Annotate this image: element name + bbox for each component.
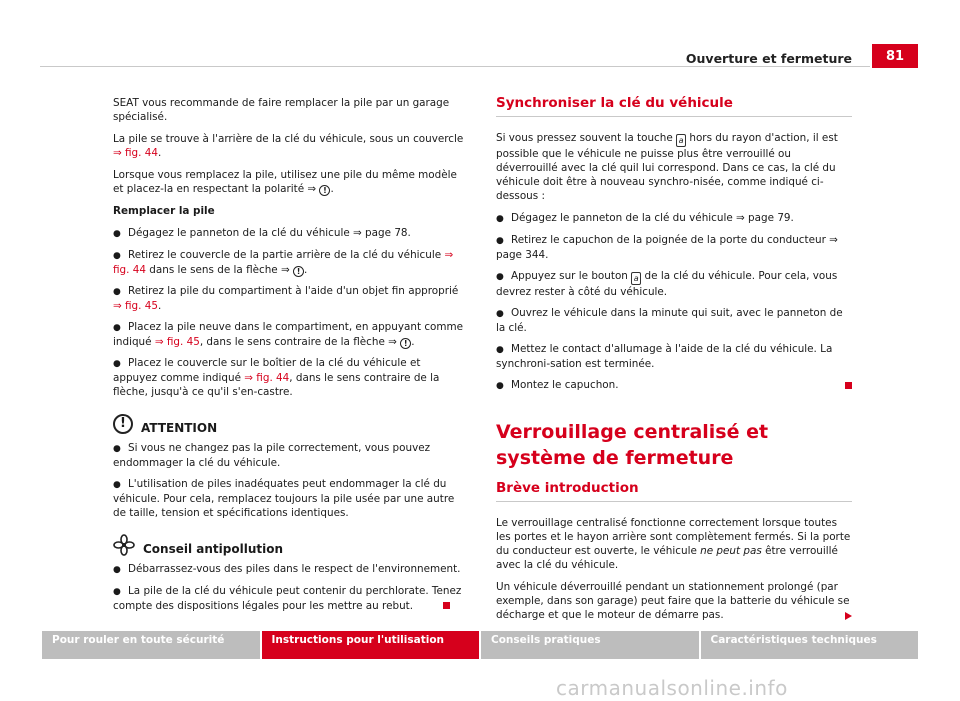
footer-nav <box>42 631 918 659</box>
bullet-icon: ● <box>113 480 121 490</box>
bullet-icon: ● <box>113 359 121 369</box>
bullet-icon: ● <box>113 287 121 297</box>
subheading: Remplacer la pile <box>113 205 215 217</box>
tab-practical-tips[interactable]: Conseils pratiques <box>481 631 699 659</box>
bullet-icon: ● <box>496 236 504 246</box>
section-title: Brève introduction <box>496 481 852 502</box>
figure-link[interactable]: ⇒ fig. 44 <box>113 249 454 276</box>
paragraph: Lorsque vous remplacez la pile, utilisez une pile du même modèle et placez-la en respectant la polarité ⇒ ! . <box>113 169 457 195</box>
paragraph: Le verrouillage centralisé fonctionne correctement lorsque toutes les portes et le hayon arrière sont complètement fermés. Si la porte du conducteur est ouverte, le véhicule ne peut pas être verrouillé avec la clé du véhicule. <box>496 517 851 571</box>
bullet-icon: ● <box>113 251 121 261</box>
list-item: ● Placez le couvercle sur le boîtier de la clé du véhicule et appuyez comme indiqué ⇒ fig. 44, dans le sens contraire de la flèche, jusqu'à ce qu'il s'en-castre. <box>113 357 440 398</box>
key-button-icon: a <box>631 272 641 285</box>
bullet-icon: ● <box>113 444 121 454</box>
left-column <box>113 96 465 620</box>
figure-link[interactable]: ⇒ fig. 44 <box>244 372 290 384</box>
list-item: ● Si vous ne changez pas la pile correctement, vous pouvez endommager la clé du véhicule. <box>113 442 431 469</box>
figure-link[interactable]: ⇒ fig. 45 <box>154 336 200 348</box>
section-title: Synchroniser la clé du véhicule <box>496 96 852 117</box>
list-item: ● La pile de la clé du véhicule peut contenir du perchlorate. Tenez compte des dispositions légales pour les mettre au rebut. <box>113 585 462 612</box>
list-item: ● Retirez le couvercle de la partie arrière de la clé du véhicule ⇒ fig. 44 dans le sens de la flèche ⇒ ! . <box>113 249 454 276</box>
figure-link[interactable]: ⇒ fig. 44 <box>113 147 158 159</box>
page-title: Ouverture et fermeture <box>685 51 852 66</box>
eco-heading: Conseil antipollution <box>113 534 465 556</box>
bullet-icon: ● <box>113 323 121 333</box>
attention-heading: ! ATTENTION <box>113 413 465 435</box>
section-end-marker <box>443 602 450 609</box>
list-item: ● Retirez le capuchon de la poignée de la porte du conducteur ⇒ page 344. <box>496 234 838 261</box>
list-item: ● Retirez la pile du compartiment à l'aide d'un objet fin approprié ⇒ fig. 45. <box>113 285 459 312</box>
watermark: carmanualsonline.info <box>556 676 788 700</box>
paragraph: SEAT vous recommande de faire remplacer la pile par un garage spécialisé. <box>113 97 450 123</box>
eco-flower-icon <box>113 534 135 556</box>
paragraph: La pile se trouve à l'arrière de la clé du véhicule, sous un couvercle ⇒ fig. 44. <box>113 133 464 159</box>
bullet-icon: ● <box>496 214 504 224</box>
bullet-icon: ● <box>496 309 504 319</box>
warning-circle-icon: ! <box>293 266 304 277</box>
warning-circle-icon: ! <box>319 185 330 196</box>
list-item: ● L'utilisation de piles inadéquates peut endommager la clé du véhicule. Pour cela, remplacez toujours la pile usée par une autre de taille, tension et spécifications identiques. <box>113 478 455 519</box>
header-divider <box>40 66 870 67</box>
bullet-icon: ● <box>496 381 504 391</box>
list-item: ● Dégagez le panneton de la clé du véhicule ⇒ page 79. <box>496 212 794 224</box>
list-item: ● Placez la pile neuve dans le compartiment, en appuyant comme indiqué ⇒ fig. 45, dans le sens contraire de la flèche ⇒ ! . <box>113 321 464 348</box>
tab-operating-instructions[interactable]: Instructions pour l'utilisation <box>262 631 480 659</box>
paragraph: Si vous pressez souvent la touche a hors du rayon d'action, il est possible que le véhicule ne puisse plus être verrouillé ou déverrouillé avec la clé quil lui correspond. Dans ce cas, la clé du véhicule doit être à nouveau synchro-nisée, comme indiqué ci-dessous : <box>496 132 838 202</box>
bullet-icon: ● <box>113 587 121 597</box>
figure-link[interactable]: ⇒ fig. 45 <box>113 300 158 312</box>
bullet-icon: ● <box>113 229 121 239</box>
list-item: ● Débarrassez-vous des piles dans le respect de l'environnement. <box>113 563 461 575</box>
key-button-icon: a <box>676 134 686 147</box>
list-item: ● Dégagez le panneton de la clé du véhicule ⇒ page 78. <box>113 227 411 239</box>
list-item: ● Montez le capuchon. <box>496 378 852 393</box>
list-item: ● Mettez le contact d'allumage à l'aide de la clé du véhicule. La synchroni-sation est terminée. <box>496 343 833 370</box>
tab-technical-data[interactable]: Caractéristiques techniques <box>701 631 919 659</box>
bullet-icon: ● <box>496 345 504 355</box>
right-column <box>496 96 852 630</box>
bullet-icon: ● <box>113 565 121 575</box>
page-number: 81 <box>872 44 918 68</box>
warning-circle-icon: ! <box>113 414 133 434</box>
list-item: ● Ouvrez le véhicule dans la minute qui suit, avec le panneton de la clé. <box>496 307 843 334</box>
section-end-marker <box>845 382 852 389</box>
chapter-title: Verrouillage centralisé et système de fermeture <box>496 421 769 469</box>
tab-safety[interactable]: Pour rouler en toute sécurité <box>42 631 260 659</box>
continue-arrow-icon <box>845 612 852 620</box>
list-item: ● Appuyez sur le bouton a de la clé du véhicule. Pour cela, vous devrez rester à côté du véhicule. <box>496 270 838 298</box>
paragraph: Un véhicule déverrouillé pendant un stationnement prolongé (par exemple, dans son garage) peut faire que la batterie du véhicule se décharge et que le moteur de démarre pas. <box>496 580 852 622</box>
warning-circle-icon: ! <box>400 338 411 349</box>
bullet-icon: ● <box>496 272 504 282</box>
